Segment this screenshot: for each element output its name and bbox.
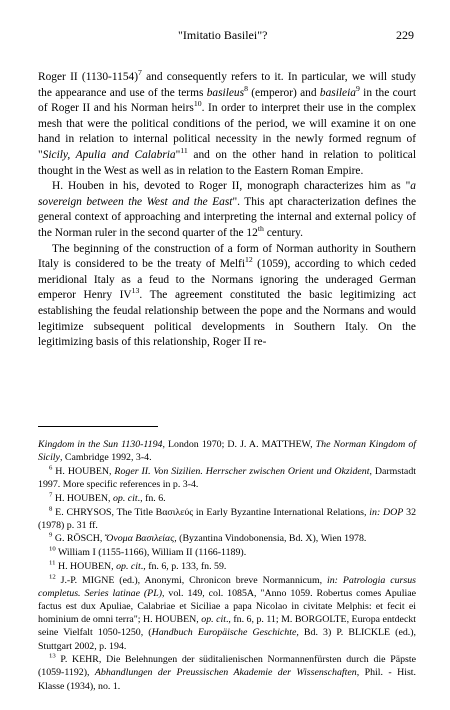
footnote-8: $^8$ E. CHRYSOS, The Title Βασιλεύς in Early Byzantine International Relations, in: DOP 32 (1978) p. 31 ff.	[38, 505, 417, 531]
footnote-ref-9: 9	[355, 83, 360, 93]
main-text	[38, 70, 416, 351]
paragraph-2: H. Houben in his, devoted to Roger II, monograph characterizes him as "a sovereign between the West and the East". This apt characterization defines the general context of approaching and interpreting the internal and external policy of the Norman ruler in the second quarter of the 12th century.	[38, 180, 416, 239]
paragraph-3: The beginning of the construction of a form of Norman authority in Southern Italy is considered to be the treaty of Melfi$^{12}$ (1059), according to which ceded meridional Italy as a feud to the Normans ignoring the underaged German emperor Henry IV$^{13}$. The agreement constituted the basic legitimizing act establishing the feudal relationship between the pope and the Normans and would legitimize subsequent political developments in Southern Italy. On the legitimizing basis of this relationship, Roger II re-	[38, 242, 416, 349]
footnote-ref-10: 10	[193, 99, 202, 109]
footnote-10: $^{10}$ William I (1155-1166), William II (1166-1189).	[49, 545, 247, 559]
running-head: "Imitatio Basilei"?	[178, 28, 268, 42]
footnotes	[38, 438, 416, 693]
page-header	[38, 28, 414, 44]
footnote-ref-13: 13	[131, 286, 140, 296]
footnote-6: $^6$ H. HOUBEN, Roger II. Von Sizilien. Herrscher zwischen Orient und Okzident, Darmstadt 1997. More specific references in p. 3-4.	[38, 464, 417, 491]
footnote-12: $^{12}$ J.-P. MIGNE (ed.), Anonymi, Chronicon breve Normannicum, in: Patrologia cursus completus. Series latinae (PL), vol. 149, col. 1085A, "Anno 1059. Robertus comes Apuliae factus est dux Apuliae, Calabriae et Siciliae a papa Nicolao in civitate Melphis: et fecit ei hominium de omni terra"; H. HOUBEN, op. cit., fn. 6, p. 11; M. BORGOLTE, Europa entdeckt seine Vielfalt 1050-1250, (Handbuch Europäische Geschichte, Bd. 3) P. BLICKLE (ed.), Stuttgart 2002, p. 194.	[38, 573, 417, 652]
footnote-ref-8: 8	[244, 83, 248, 93]
footnote-11: $^{11}$ H. HOUBEN, op. cit., fn. 6, p. 133, fn. 59.	[49, 559, 227, 572]
page-number: 229	[396, 28, 414, 42]
footnote-ref-11: 11	[180, 146, 188, 156]
footnote-7: $^7$ H. HOUBEN, op. cit., fn. 6.	[49, 491, 166, 504]
paragraph-1: Roger II (1130-1154)$^7$ and consequently refers to it. In particular, we will study the appearance and use of the terms basileus$^8$ (emperor) and basileia$^9$ in the court of Roger II and his Norman heirs$^{10}$. In order to interpret their use in the complex mesh that were the political conditions of the period, we will examine it on one hand in relation to internal political necessity in the newly formed regnum of "Sicily, Apulia and Calabria"$^{11}$ and on the other hand in relation to political thought in the West as well as in relation to the Eastern Roman Empire.	[38, 68, 416, 177]
footnote-13: $^{13}$ P. KEHR, Die Belehnungen der süditalienischen Normannenfürsten durch die Päpste (1059-1192), Abhandlungen der Preussischen Akademie der Wissenschaften, Phil. - Hist. Klasse (1934), no. 1.	[38, 652, 417, 692]
footnote-9: $^9$ G. RÖSCH, Ὄνομα Βασιλείας, (Byzantina Vindobonensia, Bd. X), Wien 1978.	[49, 532, 367, 545]
footnote-continuation: Kingdom in the Sun 1130-1194, London 1970; D. J. A. MATTHEW, The Norman Kingdom of Sicily, Cambridge 1992, 3-4.	[38, 439, 416, 464]
footnote-separator	[38, 426, 158, 427]
footnote-ref-7: 7	[138, 68, 142, 78]
footnote-ref-12: 12	[245, 255, 253, 265]
